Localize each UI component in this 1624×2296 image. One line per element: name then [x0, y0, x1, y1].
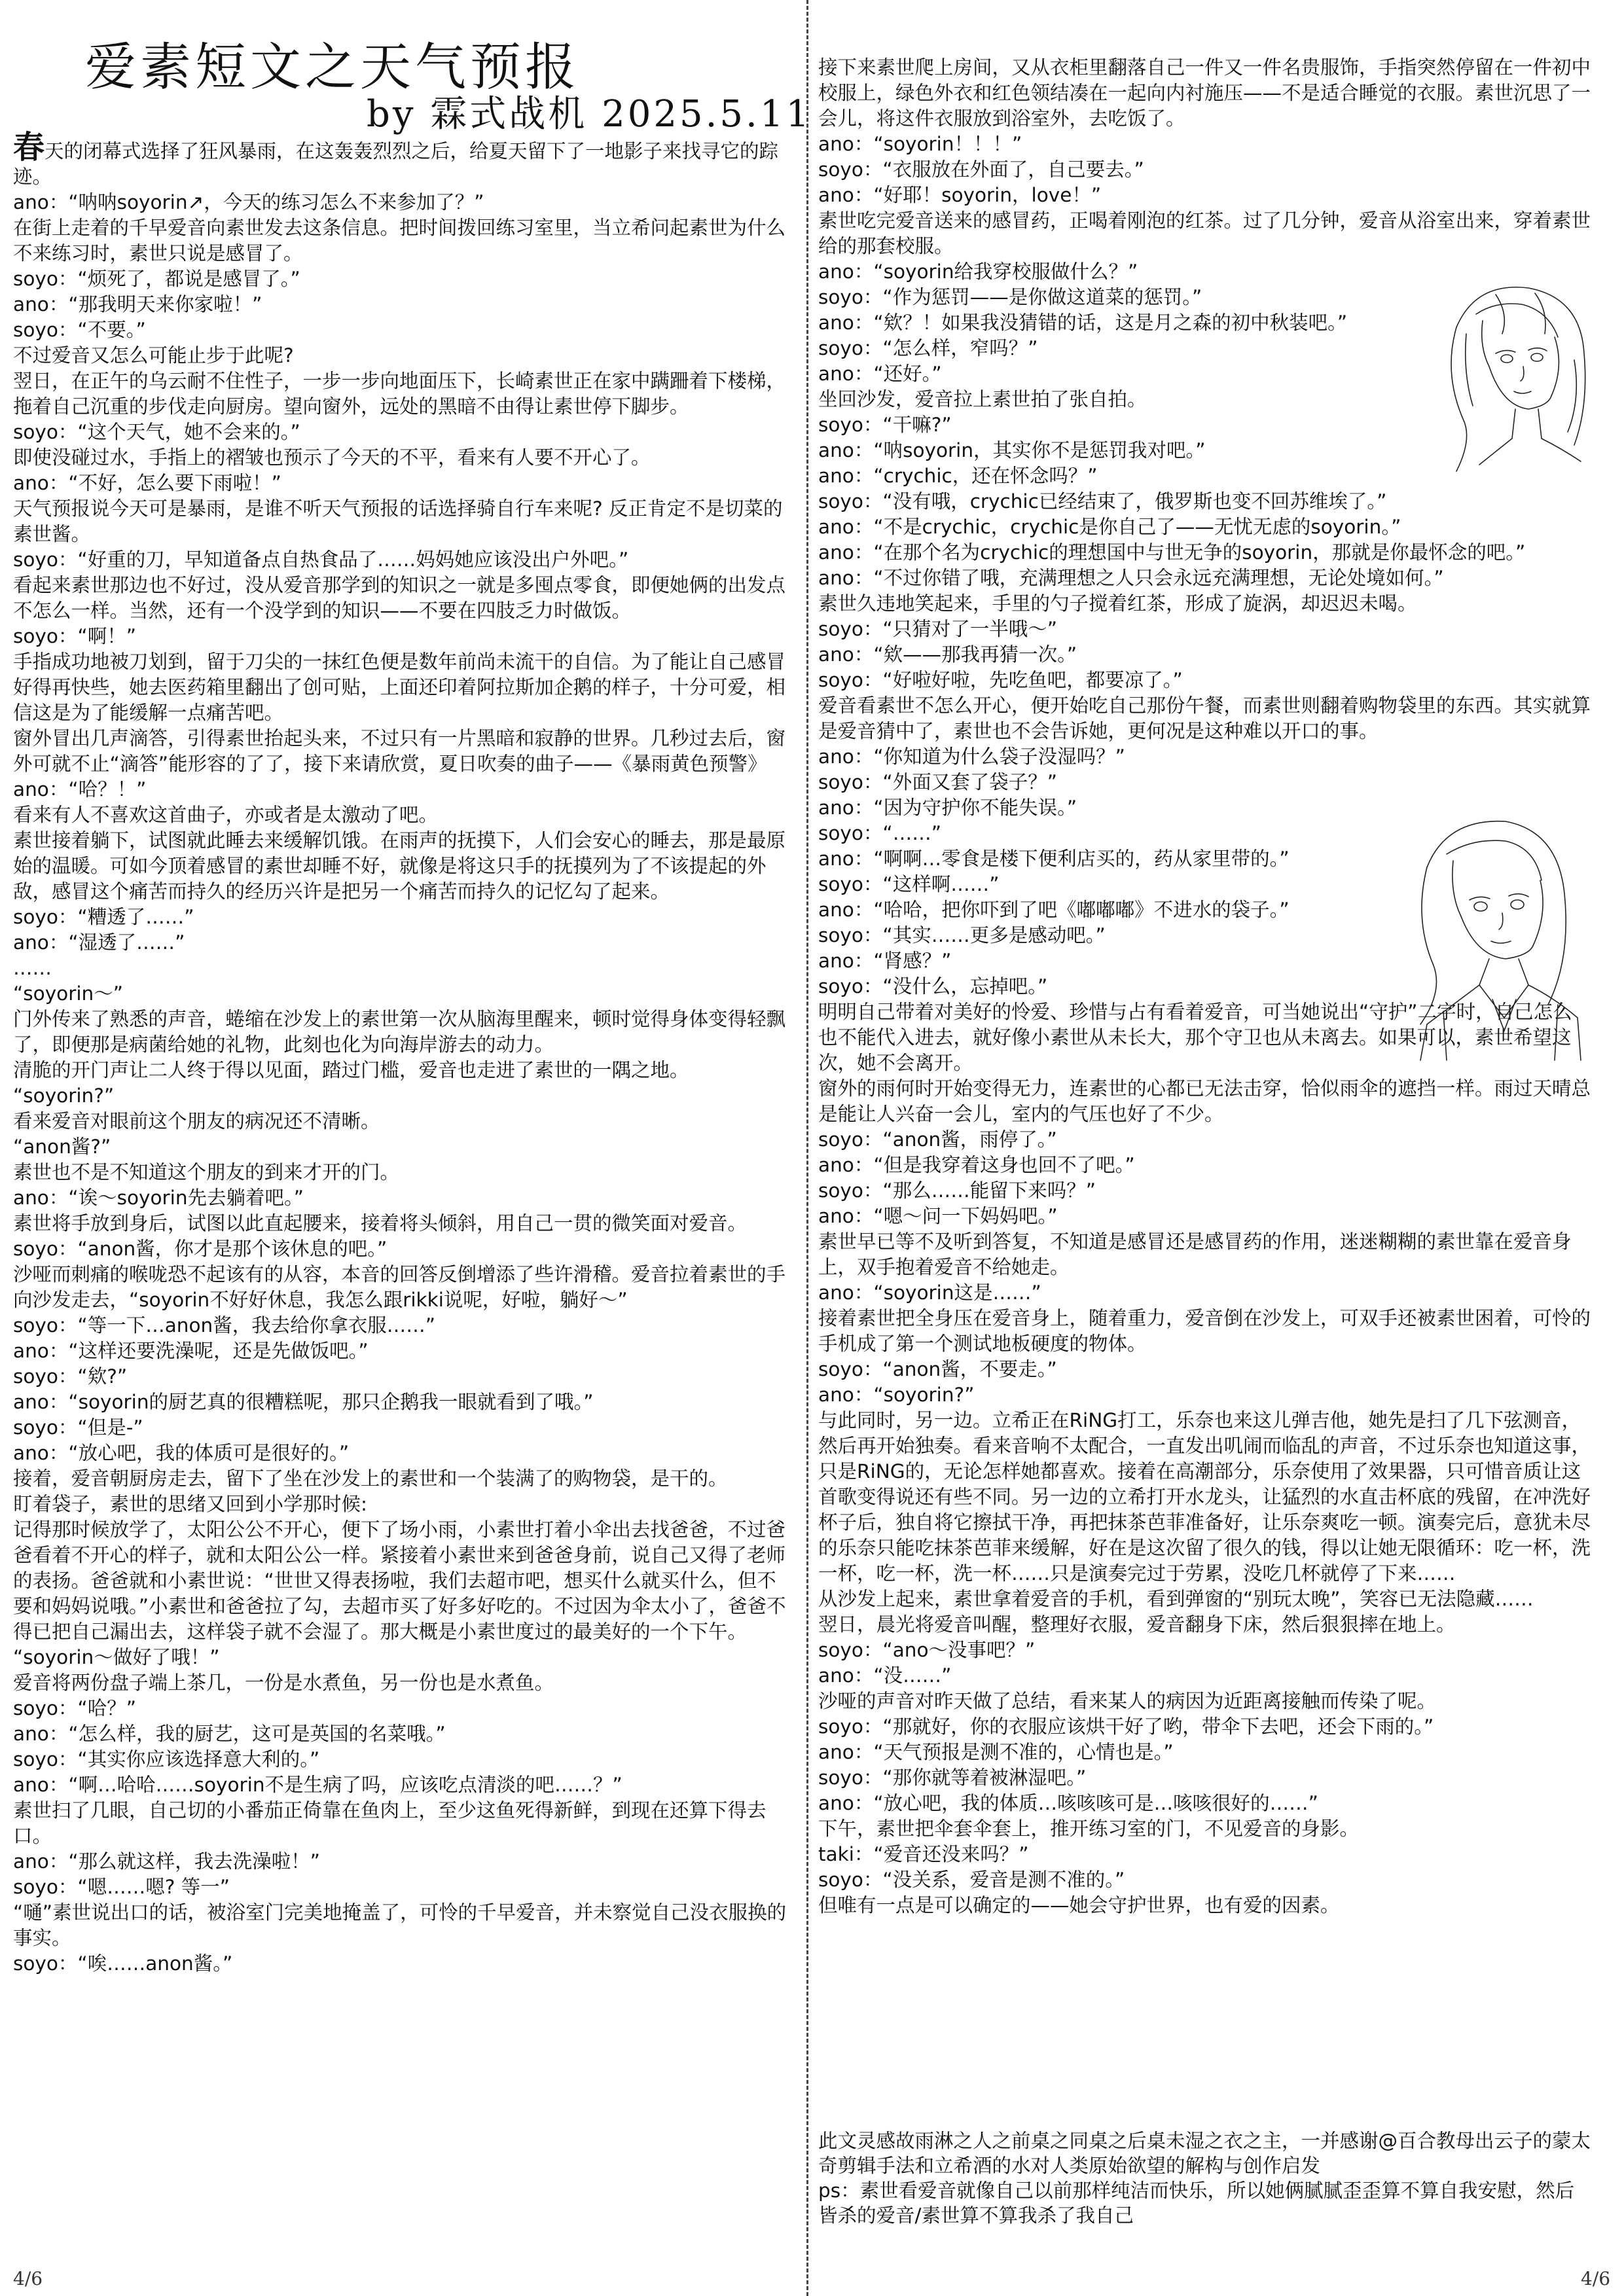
paragraph — [13, 420, 792, 445]
paragraph-text: 与此同时，另一边。立希正在RiNG打工，乐奈也来这儿弹吉他，她先是扫了几下弦测音，然后再开始独奏。看来音响不太配合，一直发出叽闹而临乱的声音，不过乐奈也知道这事，只是RiNG的，无论怎样她都喜欢。接着在高潮部分，乐奈使用了效果器，只可惜音质让这首歌变得说还有些不同。另一边的立希打开水龙头，让猛烈的水直击杯底的残留，在冲洗好杯子后，独自将它擦拭干净，再把抹茶芭菲准备好，让乐奈爽吃一顿。演奏完后，意犹未尽的乐奈只能吃抹茶芭菲来缓解，好在是这次留了很久的钱，得以让她无限循环：吃一杯，洗一杯，吃一杯，洗一杯……只是演奏完过于劳累，没吃几杯就停了下来…… — [818, 1409, 1591, 1585]
paragraph-text: “soyorin～” — [13, 982, 124, 1005]
paragraph — [818, 770, 1591, 795]
paragraph-text: ano：“不过你错了哦，充满理想之人只会永远充满理想，无论处境如何。” — [818, 567, 1444, 589]
paragraph — [818, 1816, 1591, 1842]
paragraph — [818, 1612, 1591, 1638]
paragraph-text: ano：“好耶！soyorin，love！” — [818, 184, 1102, 206]
paragraph — [13, 956, 792, 981]
paragraph-text: soyo：“那就好，你的衣服应该烘干好了哟，带伞下去吧，还会下雨的。” — [818, 1715, 1434, 1738]
paragraph-text: ano：“soyorin！！！” — [818, 133, 1022, 155]
afterword-acknowledgement: 此文灵感故雨淋之人之前桌之同桌之后桌未湿之衣之主，一并感谢@百合教母出云子的蒙太奇剪辑手法和立希酒的水对人类原始欲望的解构与创作启发 — [818, 2130, 1591, 2177]
paragraph-text: 素世接着躺下，试图就此睡去来缓解饥饿。在雨声的抚摸下，人们会安心的睡去，那是最原始的温暖。可如今顶着感冒的素世却睡不好，就像是将这只手的抚摸列为了不该提起的外敌，感冒这个痛苦而持久的经历兴许是把另一个痛苦而持久的记忆勾了起来。 — [13, 829, 786, 903]
paragraph-text: ano：“啊…哈哈……soyorin不是生病了吗，应该吃点清淡的吧……？” — [13, 1774, 623, 1796]
paragraph-text: soyo：“那么……能留下来吗？” — [818, 1179, 1096, 1202]
paragraph-text: soyo：“不要。” — [13, 319, 146, 341]
paragraph — [818, 1357, 1591, 1382]
page-number-left: 4/6 — [13, 2268, 43, 2289]
paragraph-text: ano：“crychic，还在怀念吗？” — [818, 465, 1098, 487]
document-title: 爱素短文之天气预报 — [85, 38, 581, 97]
paragraph-text: ano：“不好，怎么要下雨啦！” — [13, 472, 281, 494]
paragraph-text: soyo：“啊！” — [13, 625, 136, 647]
paragraph-text: 素世扫了几眼，自己切的小番茄正倚靠在鱼肉上，至少这鱼死得新鲜，到现在还算下得去口。 — [13, 1799, 767, 1847]
paragraph — [818, 1689, 1591, 1714]
paragraph-text: ano：“soyorin的厨艺真的很糟糕呢，那只企鹅我一眼就看到了哦。” — [13, 1391, 594, 1413]
paragraph — [13, 1262, 792, 1313]
paragraph-text: 手指成功地被刀划到，留于刀尖的一抹红色便是数年前尚未流干的自信。为了能让自己感冒好得再快些，她去医药箱里翻出了创可贴，上面还印着阿拉斯加企鹅的样子，十分可爱，相信这是为了能缓解一点痛苦吧。 — [13, 651, 786, 724]
paragraph-text: 翌日，晨光将爱音叫醒，整理好衣服，爱音翻身下床，然后狠狠摔在地上。 — [818, 1613, 1456, 1636]
paragraph-text: 门外传来了熟悉的声音，蜷缩在沙发上的素世第一次从脑海里醒来，顿时觉得身体变得轻飘了，即便那是病菌给她的礼物，此刻也化为向海岸游去的动力。 — [13, 1008, 786, 1056]
paragraph — [818, 183, 1591, 208]
paragraph-text: soyo：“这样啊……” — [818, 873, 1000, 895]
paragraph-text: soyo：“糟透了……” — [13, 906, 194, 928]
paragraph-text: 天气预报说今天可是暴雨，是谁不听天气预报的话选择骑自行车来呢? 反正肯定不是切菜的素世酱。 — [13, 497, 783, 545]
paragraph — [818, 55, 1591, 132]
paragraph-text: 沙哑而刺痛的喉咙恐不起该有的从容，本音的回答反倒增添了些许滑稽。爱音拉着素世的手向沙发走去，“soyorin不好好休息，我怎么跟rikki说呢，好啦，躺好～” — [13, 1263, 786, 1311]
paragraph-text: ano：“欸——那我再猜一次。” — [818, 643, 1077, 666]
paragraph — [13, 624, 792, 649]
paragraph-text: 素世吃完爱音送来的感冒药，正喝着刚泡的红茶。过了几分钟，爱音从浴室出来，穿着素世给的那套校服。 — [818, 209, 1591, 257]
paragraph-text: 看起来素世那边也不好过，没从爱音那学到的知识之一就是多囤点零食，即便她俩的出发点不怎么一样。当然，还有一个没学到的知识——不要在四肢乏力时做饭。 — [13, 574, 786, 622]
paragraph-text: ano：“诶～soyorin先去躺着吧。” — [13, 1187, 304, 1209]
paragraph-text: ano：“那我明天来你家啦！” — [13, 293, 262, 315]
paragraph-text: 看来有人不喜欢这首曲子，亦或者是太激动了吧。 — [13, 804, 439, 826]
paragraph — [13, 930, 792, 956]
paragraph-text: soyo：“anon酱，你才是那个该休息的吧。” — [13, 1238, 388, 1260]
paragraph-text: …… — [13, 957, 52, 979]
paragraph — [13, 1390, 792, 1415]
paragraph-text: 素世早已等不及听到答复，不知道是感冒还是感冒药的作用，迷迷糊糊的素世靠在爱音身上，双手抱着爱音不给她走。 — [818, 1230, 1572, 1278]
paragraph-text: ano：“在那个名为crychic的理想国中与世无争的soyorin，那就是你最怀念的吧。” — [818, 541, 1526, 564]
paragraph-text: soyo：“……” — [818, 822, 941, 844]
paragraph-text: 天的闭幕式选择了狂风暴雨，在这轰轰烈烈之后，给夏天留下了一地影子来找寻它的踪迹。 — [13, 140, 779, 188]
author-date-line: by 霖式战机 2025.5.11 — [367, 93, 812, 135]
paragraph-text: 记得那时候放学了，太阳公公不开心，便下了场小雨，小素世打着小伞出去找爸爸，不过爸爸看着不开心的样子，就和太阳公公一样。紧接着小素世来到爸爸身前，说自己又得了老师的表扬。爸爸就和小素世说：“世世又得表扬啦，我们去超市吧，想买什么就买什么，但不要和妈妈说哦。”小素世和爸爸拉了勾，去超市买了好多好吃的。不过因为伞太小了，爸爸不得已把自己漏出去，这样袋子就不会湿了。那大概是小素世度过的最美好的一个下午。 — [13, 1518, 786, 1643]
paragraph — [13, 726, 792, 777]
paragraph — [13, 905, 792, 930]
paragraph-text: 看来爱音对眼前这个朋友的病况还不清晰。 — [13, 1110, 380, 1132]
paragraph — [13, 1696, 792, 1721]
paragraph — [13, 802, 792, 828]
paragraph-text: soyo：“哈？” — [13, 1697, 136, 1719]
paragraph-text: ano：“那么就这样，我去洗澡啦！” — [13, 1850, 320, 1873]
paragraph — [13, 1083, 792, 1109]
paragraph-text: soyo：“没什么，忘掉吧。” — [818, 975, 1048, 997]
paragraph-text: ano：“放心吧，我的体质可是很好的。” — [13, 1442, 350, 1464]
paragraph-text: 即使没碰过水，手指上的褶皱也预示了今天的不平，看来有人要不开心了。 — [13, 446, 651, 469]
paragraph — [13, 317, 792, 343]
paragraph-text: 沙哑的声音对昨天做了总结，看来某人的病因为近距离接触而传染了呢。 — [818, 1690, 1437, 1712]
paragraph — [818, 1765, 1591, 1791]
paragraph — [818, 132, 1591, 157]
column-divider — [806, 0, 808, 2296]
paragraph-text: 盯着袋子，素世的思绪又回到小学那时候: — [13, 1493, 367, 1515]
paragraph — [818, 1740, 1591, 1765]
paragraph-text: 爱音看素世不怎么开心，便开始吃自己那份午餐，而素世则翻着购物袋里的东西。其实就算是爱音猜中了，素世也不会告诉她，更何况是这种难以开口的事。 — [818, 694, 1591, 742]
paragraph-text: ano：“soyorin这是……” — [818, 1282, 1041, 1304]
paragraph — [13, 649, 792, 726]
paragraph-text: ano：“呐soyorin，其实你不是惩罚我对吧。” — [818, 439, 1206, 461]
paragraph-text: soyo：“等一下…anon酱，我去给你拿衣服……” — [13, 1314, 436, 1336]
paragraph — [13, 1007, 792, 1058]
paragraph — [818, 489, 1591, 514]
paragraph — [818, 1714, 1591, 1740]
paragraph — [13, 547, 792, 573]
paragraph-text: soyo：“anon酱，不要走。” — [818, 1358, 1057, 1380]
drop-cap: 春 — [13, 129, 45, 166]
paragraph — [818, 1382, 1591, 1408]
paragraph — [13, 1338, 792, 1364]
paragraph — [818, 157, 1591, 183]
paragraph — [13, 1160, 792, 1185]
paragraph — [818, 1178, 1591, 1204]
paragraph-text: ano：“你知道为什么袋子没湿吗？” — [818, 745, 1125, 768]
paragraph-text: soyo：“作为惩罚——是你做这道菜的惩罚。” — [818, 286, 1202, 308]
paragraph — [13, 1364, 792, 1390]
paragraph-text: soyo：“ano～没事吧？” — [818, 1639, 1036, 1661]
paragraph — [13, 1415, 792, 1441]
paragraph-text: ano：“放心吧，我的体质…咳咳咳可是…咳咳很好的……” — [818, 1792, 1318, 1814]
page-number-right: 4/6 — [1581, 2268, 1611, 2289]
paragraph-text: 但唯有一点是可以确定的——她会守护世界，也有爱的因素。 — [818, 1894, 1340, 1916]
paragraph — [13, 1772, 792, 1798]
paragraph — [818, 1076, 1591, 1127]
paragraph-text: ano：“肾感？” — [818, 950, 952, 972]
paragraph-text: soyo：“这个天气，她不会来的。” — [13, 421, 300, 443]
paragraph — [818, 1280, 1591, 1306]
paragraph-text: soyo：“没有哦，crychic已经结束了，俄罗斯也变不回苏维埃了。” — [818, 490, 1387, 512]
paragraph-text: soyo：“其实你应该选择意大利的。” — [13, 1748, 320, 1770]
paragraph — [818, 1842, 1591, 1867]
paragraph-text: 清脆的开门声让二人终于得以见面，踏过门槛，爱音也走进了素世的一隅之地。 — [13, 1059, 689, 1081]
paragraph — [13, 1441, 792, 1466]
paragraph-text: “soyorin?” — [13, 1085, 115, 1107]
paragraph-text: taki：“爱音还没来吗？” — [818, 1843, 1029, 1865]
left-column — [13, 129, 792, 1977]
paragraph — [13, 1492, 792, 1517]
paragraph — [13, 1185, 792, 1211]
paragraph — [13, 215, 792, 266]
paragraph-text: 明明自己带着对美好的怜爱、珍惜与占有看着爱音，可当她说出“守护”二字时，自己怎么也不能代入进去，就好像小素世从未长大，那个守卫也从未离去。如果可以，素世希望这次，她不会离开。 — [818, 1001, 1572, 1074]
paragraph-text: 在街上走着的千早爱音向素世发去这条信息。把时间拨回练习室里，当立希问起素世为什么不来练习时，素世只说是感冒了。 — [13, 217, 786, 264]
paragraph-text: ano：“因为守护你不能失误。” — [818, 797, 1077, 819]
paragraph — [818, 1867, 1591, 1893]
paragraph — [13, 1236, 792, 1262]
paragraph-text: ano：“哈哈，把你吓到了吧《嘟嘟嘟》不进水的袋子。” — [818, 899, 1290, 921]
paragraph-text: soyo：“好啦好啦，先吃鱼吧，都要凉了。” — [818, 669, 1183, 691]
paragraph — [818, 565, 1591, 591]
paragraph-text: 翌日，在正午的乌云耐不住性子，一步一步向地面压下，长崎素世正在家中蹒跚着下楼梯，拖着自己沉重的步伐走向厨房。望向窗外，远处的黑暗不由得让素世停下脚步。 — [13, 370, 786, 418]
paragraph — [818, 642, 1591, 668]
paragraph — [13, 1466, 792, 1492]
paragraph-text: 窗外的雨何时开始变得无力，连素世的心都已无法击穿，恰似雨伞的遮挡一样。雨过天晴总是能让人兴奋一会儿，室内的气压也好了不少。 — [818, 1077, 1591, 1125]
paragraph-text: ano：“这样还要洗澡呢，还是先做饭吧。” — [13, 1340, 369, 1362]
paragraph — [13, 496, 792, 547]
paragraph — [818, 1229, 1591, 1280]
paragraph-text: 接着素世把全身压在爱音身上，随着重力，爱音倒在沙发上，可双手还被素世困着，可怜的手机成了第一个测试地板硬度的物体。 — [818, 1307, 1591, 1355]
paragraph-text: ano：“天气预报是测不准的，心情也是。” — [818, 1741, 1174, 1763]
paragraph-text: “嗵”素世说出口的话，被浴室门完美地掩盖了，可怜的千早爱音，并未察觉自己没衣服换的事实。 — [13, 1901, 787, 1949]
paragraph-text: ano：“没……” — [818, 1664, 952, 1687]
paragraph — [818, 1153, 1591, 1178]
paragraph — [13, 266, 792, 292]
paragraph — [13, 368, 792, 420]
paragraph — [13, 292, 792, 317]
paragraph-text: ano：“但是我穿着这身也回不了吧。” — [818, 1154, 1135, 1176]
paragraph-text: ano：“还好。” — [818, 363, 942, 385]
paragraph-text: soyo：“外面又套了袋子？” — [818, 771, 1057, 793]
paragraph-text: ano：“啊啊…零食是楼下便利店买的，药从家里带的。” — [818, 848, 1290, 870]
paragraph — [818, 591, 1591, 617]
paragraph — [13, 343, 792, 368]
paragraph — [818, 617, 1591, 642]
paragraph-text: 接下来素世爬上房间，又从衣柜里翻落自己一件又一件名贵服饰，手指突然停留在一件初中校服上，绿色外衣和红色领结凑在一起向内衬施压——不是适合睡觉的衣服。素世沉思了一会儿，将这件衣服放到浴室外，去吃饭了。 — [818, 56, 1591, 130]
paragraph — [818, 1204, 1591, 1229]
paragraph-text: ano：“不是crychic，crychic是你自己了——无忧无虑的soyorin。” — [818, 516, 1401, 538]
paragraph-text: ano：“欸？！如果我没猜错的话，这是月之森的初中秋装吧。” — [818, 312, 1348, 334]
paragraph — [13, 981, 792, 1007]
paragraph — [818, 1638, 1591, 1663]
paragraph — [13, 190, 792, 215]
paragraph — [13, 1313, 792, 1338]
paragraph-text: soyo：“好重的刀，早知道备点自热食品了……妈妈她应该没出户外吧。” — [13, 548, 629, 571]
paragraph — [818, 1127, 1591, 1153]
paragraph-text: 坐回沙发，爱音拉上素世拍了张自拍。 — [818, 388, 1147, 410]
paragraph-text: ano：“怎么样，我的厨艺，这可是英国的名菜哦。” — [13, 1723, 446, 1745]
paragraph — [818, 1587, 1591, 1612]
paragraph — [13, 471, 792, 496]
paragraph-text: 不过爱音又怎么可能止步于此呢? — [13, 344, 294, 367]
paragraph-text: soyo：“欸?” — [13, 1365, 128, 1388]
paragraph-text: soyo：“干嘛?” — [818, 414, 952, 436]
paragraph — [13, 1109, 792, 1134]
paragraph-text: “anon酱?” — [13, 1136, 111, 1158]
paragraph — [13, 1721, 792, 1747]
paragraph-text: 素世也不是不知道这个朋友的到来才开的门。 — [13, 1161, 400, 1183]
paragraph — [13, 1900, 792, 1951]
paragraph-text: 素世久违地笑起来，手里的勺子搅着红茶，形成了旋涡，却迟迟未喝。 — [818, 592, 1417, 615]
paragraph-text: soyo：“烦死了，都说是感冒了。” — [13, 268, 300, 290]
paragraph — [13, 1517, 792, 1645]
paragraph-text: ano：“呐呐soyorin↗，今天的练习怎么不来参加了？” — [13, 191, 484, 213]
paragraph-text: soyo：“唉……anon酱。” — [13, 1952, 233, 1975]
paragraph — [13, 573, 792, 624]
paragraph — [13, 129, 792, 190]
paragraph-text: soyo：“其实……更多是感动吧。” — [818, 924, 1106, 946]
paragraph — [818, 693, 1591, 744]
paragraph-text: soyo：“衣服放在外面了，自己要去。” — [818, 158, 1144, 181]
paragraph-text: soyo：“anon酱，雨停了。” — [818, 1128, 1057, 1151]
paragraph-text: soyo：“怎么样，窄吗？” — [818, 337, 1038, 359]
paragraph — [13, 445, 792, 471]
paragraph — [13, 1670, 792, 1696]
paragraph — [818, 540, 1591, 565]
paragraph-text: 下午，素世把伞套伞套上，推开练习室的门，不见爱音的身影。 — [818, 1818, 1360, 1840]
paragraph — [13, 777, 792, 802]
paragraph-text: 窗外冒出几声滴答，引得素世抬起头来，不过只有一片黑暗和寂静的世界。几秒过去后，窗外可就不止“滴答”能形容的了了，接下来请欣赏，夏日吹奏的曲子——《暴雨黄色预警》 — [13, 727, 786, 775]
paragraph — [13, 1747, 792, 1772]
paragraph-text: ano：“湿透了……” — [13, 931, 185, 954]
afterword — [818, 2128, 1591, 2228]
paragraph — [818, 514, 1591, 540]
paragraph — [13, 1058, 792, 1083]
paragraph-text: ano：“soyorin?” — [818, 1384, 975, 1406]
paragraph-text: ano：“哈？！” — [13, 778, 147, 800]
paragraph-text: ano：“嗯～问一下妈妈吧。” — [818, 1205, 1058, 1227]
paragraph — [818, 744, 1591, 770]
paragraph-text: 爱音将两份盘子端上茶几，一份是水煮鱼，另一份也是水煮鱼。 — [13, 1672, 554, 1694]
paragraph-text: soyo：“只猜对了一半哦～” — [818, 618, 1057, 640]
paragraph — [13, 1849, 792, 1874]
girl-uniform-sketch-illustration — [1381, 808, 1597, 1064]
paragraph-text: “soyorin～做好了哦！” — [13, 1646, 220, 1668]
paragraph-text: soyo：“没关系，爱音是测不准的。” — [818, 1869, 1125, 1891]
paragraph — [13, 1798, 792, 1849]
paragraph — [13, 1951, 792, 1977]
paragraph — [818, 1893, 1591, 1918]
paragraph-text: soyo：“那你就等着被淋湿吧。” — [818, 1767, 1087, 1789]
paragraph — [818, 1408, 1591, 1587]
paragraph — [13, 1134, 792, 1160]
paragraph-text: 素世将手放到身后，试图以此直起腰来，接着将头倾斜，用自己一贯的微笑面对爱音。 — [13, 1212, 748, 1234]
paragraph — [818, 668, 1591, 693]
afterword-ps: ps：素世看爱音就像自己以前那样纯洁而快乐，所以她俩腻腻歪歪算不算自我安慰，然后皆杀的爱音/素世算不算我杀了我自己 — [818, 2179, 1575, 2227]
paragraph — [13, 828, 792, 905]
paragraph-text: 接着，爱音朝厨房走去，留下了坐在沙发上的素世和一个装满了的购物袋，是干的。 — [13, 1467, 728, 1490]
paragraph — [818, 1791, 1591, 1816]
paragraph-text: soyo：“但是-” — [13, 1416, 143, 1439]
paragraph — [818, 1306, 1591, 1357]
paragraph — [13, 1645, 792, 1670]
paragraph-text: ano：“soyorin给我穿校服做什么？” — [818, 260, 1138, 283]
paragraph-text: 从沙发上起来，素世拿着爱音的手机，看到弹窗的“别玩太晚”，笑容已无法隐藏…… — [818, 1588, 1534, 1610]
paragraph — [818, 208, 1591, 259]
paragraph — [818, 1663, 1591, 1689]
paragraph — [13, 1211, 792, 1236]
paragraph — [13, 1874, 792, 1900]
girl-sketch-illustration — [1417, 275, 1607, 491]
paragraph-text: soyo：“嗯……嗯? 等一” — [13, 1876, 230, 1898]
